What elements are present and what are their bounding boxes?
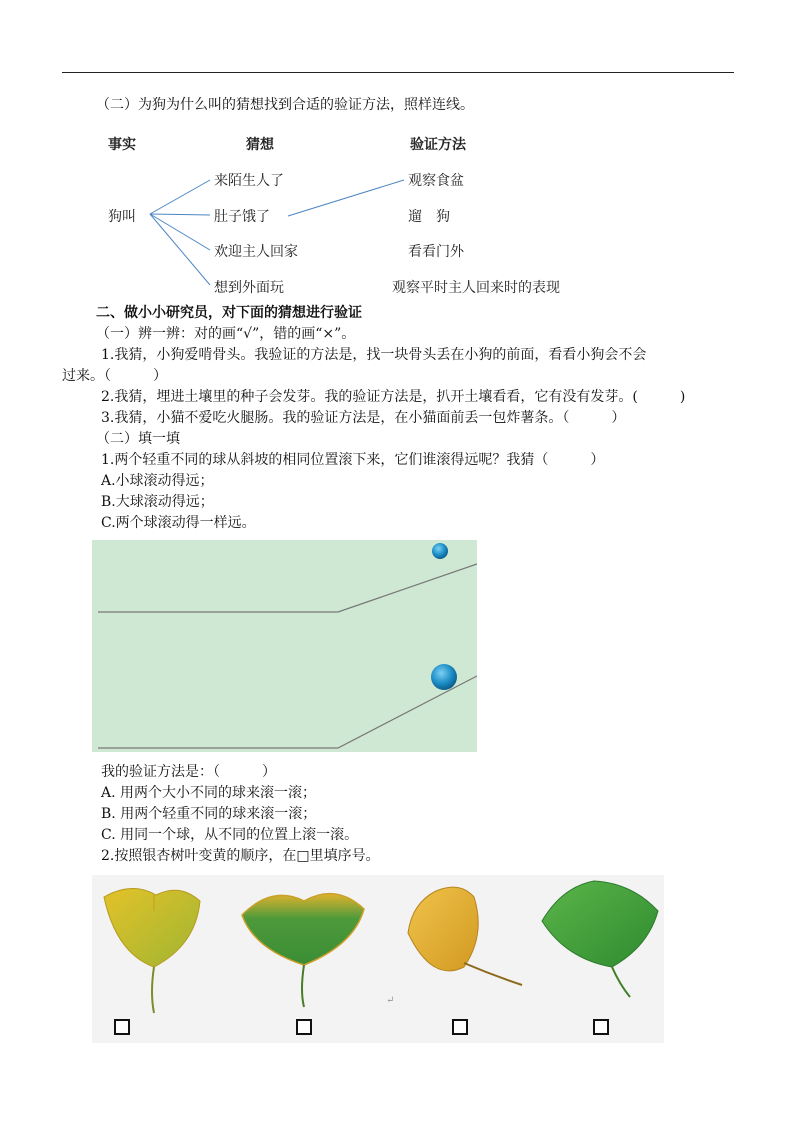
ginkgo-leaf-green [542,881,658,997]
order-box-2[interactable] [296,1019,312,1035]
line-fact-to-outside [150,214,210,285]
return-mark: ↵ [386,995,395,1006]
large-ball [431,664,457,690]
line-fact-to-hungry [150,214,210,215]
guess-go-outside: 想到外面玩 [214,280,284,296]
line-fact-to-stranger [150,180,210,214]
guess-stranger: 来陌生人了 [214,173,284,189]
ginkgo-leaf-yellow-green [104,888,200,1013]
header-fact: 事实 [108,137,136,153]
slope-illustration [92,540,477,752]
part2-q1: 1.两个轻重不同的球从斜坡的相同位置滚下来，它们谁滚得远呢？我猜（ ） [101,452,605,468]
part1-q2: 2.我猜，埋进土壤里的种子会发芽。我的验证方法是，扒开土壤看看，它有没有发芽。( ) [101,389,686,405]
part1-q1-line1: 1.我猜，小狗爱啃骨头。我验证的方法是，找一块骨头丢在小狗的前面，看看小狗会不会 [101,347,647,363]
line-hungry-to-food-bowl [288,180,404,216]
method-food-bowl: 观察食盆 [408,173,464,189]
method-option-b: B. 用两个轻重不同的球来滚一滚； [101,806,317,822]
part2-q1-option-b: B.大球滚动得远； [101,494,214,510]
upper-slope-track [98,564,477,612]
slope-drawing [92,540,477,752]
header-method: 验证方法 [410,137,466,153]
part1-title: （一）辨一辨：对的画“√”，错的画“×”。 [96,326,356,342]
matching-instruction: （二）为狗为什么叫的猜想找到合适的验证方法，照样连线。 [96,97,474,113]
part1-q1-line2: 过来。（ ） [62,368,167,384]
order-box-4[interactable] [593,1019,609,1035]
ginkgo-leaves-illustration [92,875,664,1043]
section2-title: 二、做小小研究员，对下面的猜想进行验证 [96,305,362,321]
fact-dog-bark: 狗叫 [108,209,136,225]
method-option-c: C. 用同一个球，从不同的位置上滚一滚。 [101,827,359,843]
ginkgo-leaf-green-yellow-edge [242,894,364,1007]
header-guess: 猜想 [246,137,274,153]
method-walk-dog: 遛 狗 [408,209,450,225]
line-fact-to-welcome [150,214,210,250]
order-box-3[interactable] [452,1019,468,1035]
lower-slope-track [98,676,477,748]
method-check-door: 看看门外 [408,244,464,260]
part2-q1-option-a: A.小球滚动得远； [101,473,214,489]
part2-q1-option-c: C.两个球滚动得一样远。 [101,515,256,531]
part1-q3: 3.我猜，小猫不爱吃火腿肠。我的验证方法是，在小猫面前丢一包炸薯条。（ ） [101,410,626,426]
part2-title: （二）填一填 [96,431,180,447]
part2-q2: 2.按照银杏树叶变黄的顺序，在□里填序号。 [101,848,380,864]
ginkgo-leaf-golden [408,887,522,985]
method-option-a: A. 用两个大小不同的球来滚一滚； [101,785,317,801]
small-ball [432,543,448,559]
guess-hungry: 肚子饿了 [214,209,270,225]
order-box-1[interactable] [114,1019,130,1035]
guess-welcome-owner: 欢迎主人回家 [214,244,298,260]
method-prompt: 我的验证方法是：（ ） [101,764,276,780]
leaves-drawing [92,875,664,1043]
method-observe-owner-return: 观察平时主人回来时的表现 [392,280,560,296]
matching-lines [0,0,794,320]
